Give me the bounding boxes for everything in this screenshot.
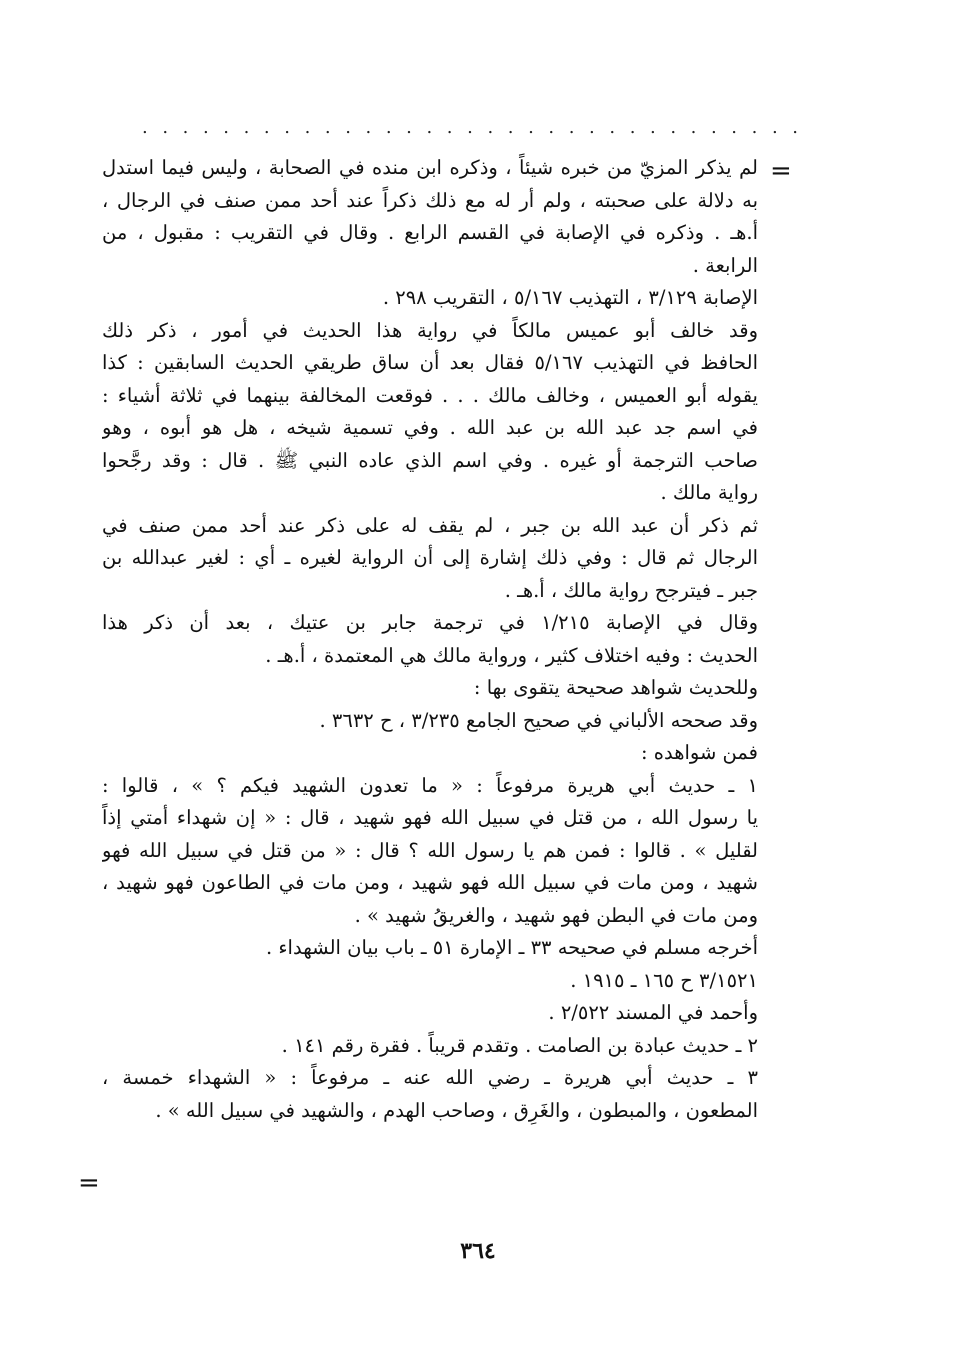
- text-line: ٢ ـ حديث عبادة بن الصامت . وتقدم قريباً . فقرة رقم ١٤١ .: [281, 1033, 758, 1057]
- text-line: لقليل » . قالوا : فمن هم يا رسول الله ؟ قال : « من قتل في سبيل الله فهو: [102, 838, 758, 862]
- footnote-text-block: [102, 152, 758, 1127]
- text-line: لم يذكر المزيّ من خبره شيئاً ، وذكره ابن منده في الصحابة ، وليس فيما استدل: [102, 156, 758, 179]
- text-line: رواية مالك .: [660, 481, 758, 504]
- text-line: وللحديث شواهد صحيحة يتقوى بها :: [473, 676, 758, 699]
- text-line: ٣ ـ حديث أبي هريرة ـ رضي الله عنه ـ مرفوعاً : « الشهداء خمسة ،: [102, 1066, 758, 1089]
- text-line: الرجال ثم قال : وفي ذلك إشارة إلى أن الرواية لغيره ـ أي : لغير عبدالله بن: [102, 546, 758, 569]
- text-line: الرابعة .: [692, 253, 758, 277]
- text-line: الحديث : وفيه اختلاف كثير ، ورواية مالك هي المعتمدة ، أ.هـ .: [265, 643, 758, 667]
- separator-dots: . . . . . . . . . . . . . . . . . . . . . . . . . . . . . . . . .: [142, 118, 798, 138]
- text-line: أخرجه مسلم في صحيحه ٣٣ ـ الإمارة ٥١ ـ باب بيان الشهداء .: [265, 936, 758, 959]
- continuation-mark-top: =: [770, 156, 792, 186]
- continuation-mark-bottom: =: [78, 1168, 100, 1198]
- text-line: صاحب الترجمة أو غيره . وفي اسم الذي عاده النبي ﷺ . قال : وقد رجَّحوا: [102, 448, 758, 472]
- text-line: يقوله أبو العميس ، وخالف مالك . . . فوقعت المخالفة بينهما في ثلاثة أشياء :: [102, 383, 758, 407]
- text-line: به دلالة على صحبته ، ولم أر له مع ذلك ذكراً عند أحد ممن صنف في الرجال ،: [102, 188, 758, 212]
- text-line: وأحمد في المسند ٢/٥٢٢ .: [548, 1001, 758, 1024]
- page-number: ٣٦٤: [460, 1238, 496, 1264]
- text-line: فمن شواهده :: [641, 741, 758, 764]
- text-line: أ.هـ . وذكره في الإصابة في القسم الرابع . وقال في التقريب : مقبول ، من: [102, 221, 758, 244]
- text-line: الحافظ في التهذيب ٥/١٦٧ فقال بعد أن ساق طريقي الحديث السابقين : كذا: [102, 351, 758, 374]
- text-line: في اسم جد عبد الله بن عبد الله . وفي تسمية شيخه ، هل هو أبوه ، وهو: [102, 416, 758, 439]
- text-line: شهيد ، ومن مات في سبيل الله فهو شهيد ، ومن مات في الطاعون فهو شهيد ،: [102, 871, 758, 894]
- text-line: وقد خالف أبو عميس مالكاً في رواية هذا الحديث في أمور ، ذكر ذلك: [102, 318, 758, 342]
- text-line: ومن مات في البطن فهو شهيد ، والغريقُ شهيد » .: [354, 903, 758, 927]
- text-line: الإصابة ٣/١٢٩ ، التهذيب ٥/١٦٧ ، التقريب ٢٩٨ .: [382, 286, 758, 309]
- text-line: ١ ـ حديث أبي هريرة مرفوعاً : « ما تعدون الشهيد فيكم ؟ » ، قالوا :: [102, 773, 758, 797]
- text-line: المطعون ، والمبطون ، والغَرِق ، وصاحب الهدم ، والشهيد في سبيل الله » .: [155, 1098, 758, 1122]
- text-line: جبر ـ فيترجح رواية مالك ، أ.هـ .: [504, 578, 758, 602]
- text-line: وقد صححه الألباني في صحيح الجامع ٣/٢٣٥ ، ح ٣٦٣٢ .: [319, 708, 758, 732]
- text-line: يا رسول الله ، من قتل في سبيل الله فهو شهيد ، قال : « إن شهداء أمتي إذاً: [102, 806, 758, 829]
- text-line: ٣/١٥٢١ ح ١٦٥ ـ ١٩١٥ .: [570, 968, 758, 992]
- text-line: وقال في الإصابة ١/٢١٥ في ترجمة جابر بن عتيك ، بعد أن ذكر هذا: [102, 611, 758, 634]
- text-line: ثم ذكر أن عبد الله بن جبر ، لم يقف له على ذكر عند أحد ممن صنف في: [102, 513, 758, 537]
